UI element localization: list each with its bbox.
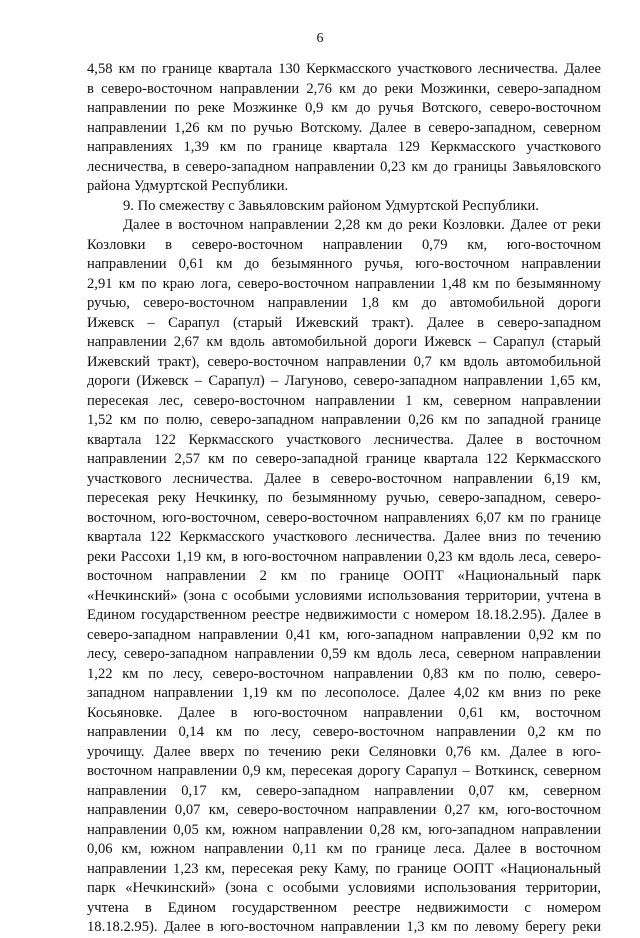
text-line: восточном направлении 0,9 км, пересекая дорогу Сарапул – Воткинск, северном	[87, 763, 601, 779]
text-line: 2,91 км по краю лога, северо-восточном направлении 1,48 км по безымянному	[87, 275, 601, 292]
text-line: 1,22 км по лесу, северо-восточном направлении 0,83 км по полю, северо-	[87, 665, 601, 682]
document-body	[87, 60, 601, 938]
text-line: квартала 122 Керкмасского участкового лесничества. Далее в восточном	[87, 431, 601, 448]
text-line: направлениях 1,39 км по границе квартала 129 Керкмасского участкового	[87, 139, 601, 155]
text-line: направлении 0,61 км до безымянного ручья, юго-восточном направлении	[87, 256, 601, 272]
text-line: Далее в восточном направлении 2,28 км до реки Козловки. Далее от реки	[123, 217, 601, 233]
text-line: района Удмуртской Республики.	[87, 178, 289, 194]
text-line: Косьяновке. Далее в юго-восточном направлении 0,61 км, восточном	[87, 704, 601, 721]
text-line: дороги (Ижевск – Сарапул) – Лагуново, северо-западном направлении 1,65 км,	[87, 373, 601, 389]
text-line: направлении по реке Мозжинке 0,9 км до ручья Вотского, северо-восточном	[87, 100, 601, 116]
text-line: Ижевск – Сарапул (старый Ижевский тракт). Далее в северо-западном	[87, 314, 601, 331]
text-line: урочищу. Далее вверх по течению реки Селяновки 0,76 км. Далее в юго-	[87, 743, 601, 760]
text-line: участкового лесничества. Далее в северо-восточном направлении 6,19 км,	[87, 470, 601, 487]
text-line: 4,58 км по границе квартала 130 Керкмасского участкового лесничества. Далее	[87, 61, 601, 77]
text-line: квартала 122 Керкмасского участкового лесничества. Далее вниз по течению	[87, 529, 601, 545]
text-line: направлении 2,67 км вдоль автомобильной дороги Ижевск – Сарапул (старый	[87, 334, 601, 350]
text-line: пересекая реку Нечкинку, по безымянному ручью, северо-западном, северо-	[87, 490, 601, 506]
text-line: восточном, юго-восточном, северо-восточном направлениях 6,07 км по границе	[87, 509, 601, 526]
text-line: 18.18.2.95). Далее в юго-восточном направлении 1,3 км по левому берегу реки	[87, 919, 601, 935]
text-line: учтена в Едином государственном реестре недвижимости с номером	[87, 899, 601, 916]
text-line: 1,52 км по полю, северо-западном направлении 0,26 км по западной границе	[87, 412, 601, 428]
text-line: направлении 1,26 км по ручью Вотскому. Далее в северо-западном, северном	[87, 119, 601, 136]
page-number: 6	[316, 31, 324, 46]
text-line: ручью, северо-восточном направлении 1,8 км до автомобильной дороги	[87, 295, 601, 311]
text-line: восточном направлении 2 км по границе ООПТ «Национальный парк	[87, 568, 601, 584]
text-line: парк «Нечкинский» (зона с особыми условиями использования территории,	[87, 880, 601, 896]
text-line: «Нечкинский» (зона с особыми условиями использования территории, учтена в	[87, 587, 601, 604]
text-line: направлении 0,14 км по лесу, северо-восточном направлении 0,2 км по	[87, 724, 601, 740]
text-line: реки Рассохи 1,19 км, в юго-восточном направлении 0,23 км вдоль леса, северо-	[87, 548, 601, 565]
text-line: пересекая лес, северо-восточном направлении 1 км, северном направлении	[87, 392, 601, 409]
text-line: направлении 0,05 км, южном направлении 0,28 км, юго-западном направлении	[87, 821, 601, 838]
text-line: 9. По смежеству с Завьяловским районом Удмуртской Республики.	[123, 197, 539, 214]
text-line: северо-западном направлении 0,41 км, юго-западном направлении 0,92 км по	[87, 626, 601, 643]
text-line: лесничества, в северо-западном направлении 0,23 км до границы Завьяловского	[87, 158, 601, 175]
text-line: Козловки в северо-восточном направлении 0,79 км, юго-восточном	[87, 236, 601, 253]
text-line: Ижевский тракт), северо-восточном направлении 0,7 км вдоль автомобильной	[87, 353, 601, 370]
text-line: направлении 0,17 км, северо-западном направлении 0,07 км, северном	[87, 782, 601, 799]
text-line: лесу, северо-западном направлении 0,59 км вдоль леса, северном направлении	[87, 646, 601, 662]
text-line: западном направлении 1,19 км по лесополосе. Далее 4,02 км вниз по реке	[87, 685, 601, 701]
text-line: в северо-восточном направлении 2,76 км до реки Мозжинки, северо-западном	[87, 80, 601, 97]
text-line: Едином государственном реестре недвижимости с номером 18.18.2.95). Далее в	[87, 607, 601, 623]
text-line: 0,06 км, южном направлении 0,11 км по границе леса. Далее в восточном	[87, 841, 601, 857]
text-line: направлении 2,57 км по северо-западной границе квартала 122 Керкмасского	[87, 451, 601, 467]
text-line: направлении 0,07 км, северо-восточном направлении 0,27 км, юго-восточном	[87, 802, 601, 818]
text-line: направлении 1,23 км, пересекая реку Каму, по границе ООПТ «Национальный	[87, 860, 601, 877]
